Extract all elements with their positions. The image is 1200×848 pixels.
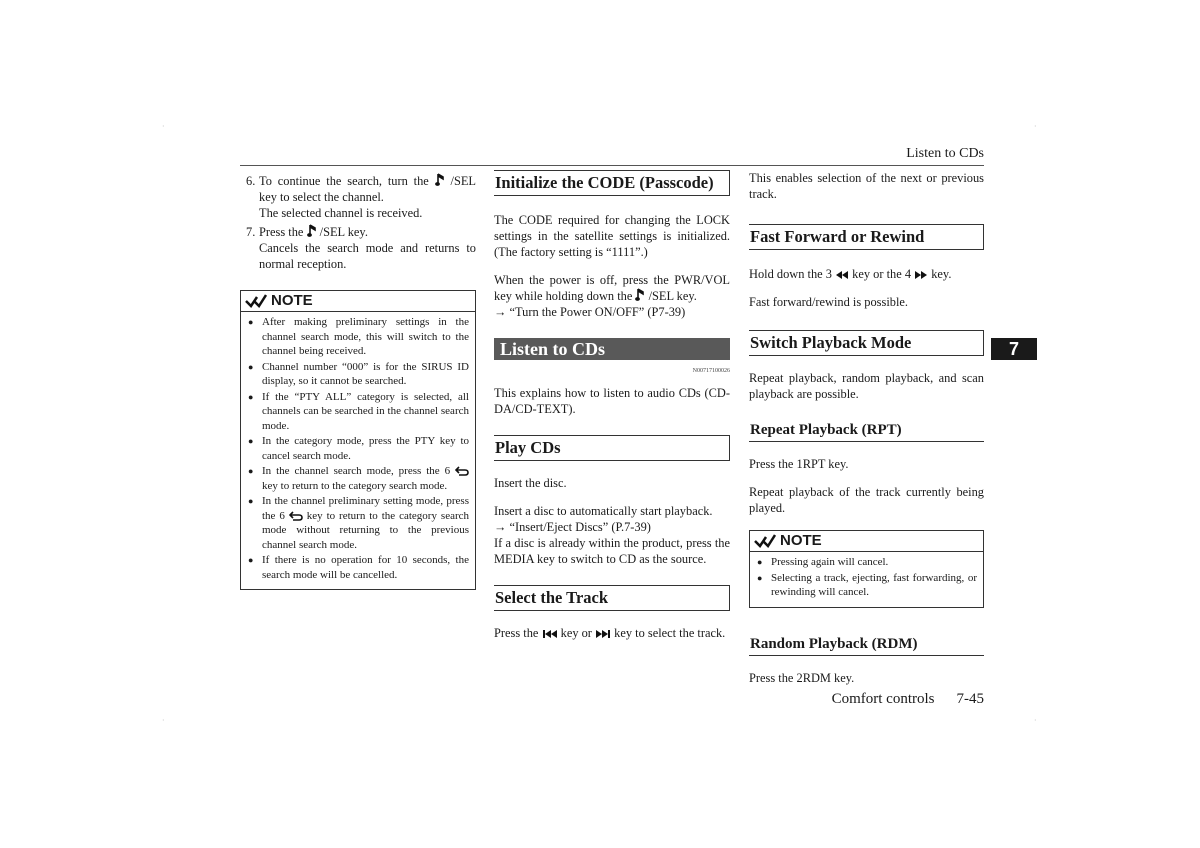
mode-heading: Switch Playback Mode [749,330,984,356]
crop-mark: · [1034,122,1037,131]
code-text: /SEL key. [648,289,697,303]
crop-mark: · [1034,716,1037,725]
checkmark-icon [245,294,267,308]
step-6 [240,173,476,221]
ff-paragraph [749,266,984,282]
skip-next-icon [595,629,611,639]
note-label: NOTE [271,292,313,309]
rewind-icon [835,270,849,280]
ff-text: Hold down the 3 [749,267,832,281]
note-text: key to return to the category search mode. [262,479,448,492]
ff-text: key. [931,267,952,281]
play-heading: Play CDs [494,435,730,461]
note-header [750,531,983,552]
note-list [750,552,983,600]
note-item: ● If the “PTY ALL” category is selected, all channels can be searched in the channel search mode. [247,390,469,434]
music-note-icon [307,224,317,238]
select-heading: Select the Track [494,585,730,611]
cross-reference: → “Turn the Power ON/OFF” (P7-39) [494,305,686,319]
header-rule [240,165,984,166]
code-paragraph [494,272,730,304]
step-result: The selected channel is received. [259,206,423,220]
return-arrow-icon [455,466,469,476]
page-footer [820,691,984,708]
note-box [240,290,476,590]
step-text: To continue the search, turn the [259,174,429,188]
ff-paragraph: Fast forward/rewind is possible. [749,295,908,309]
note-header [241,291,475,312]
section-intro: This explains how to listen to audio CDs (CD-DA/CD-TEXT). [494,386,730,416]
track-intro: This enables selection of the next or previous track. [749,171,984,201]
page-number: 7-45 [956,691,984,707]
note-item: ● Pressing again will cancel. [756,555,977,570]
select-text: key to select the track. [614,626,726,640]
cross-reference: → “Insert/Eject Discs” (P.7-39) [494,520,651,534]
running-head: Listen to CDs [906,146,984,161]
code-paragraph: The CODE required for changing the LOCK settings in the satellite settings is initialized. (The factory setting is “1111”.) [494,213,730,259]
step-7 [240,224,476,272]
note-item: ● After making preliminary settings in the channel search mode, this will switch to the channel being received. [247,315,469,359]
step-text: /SEL key to select the channel. [259,174,476,204]
code-heading: Initialize the CODE (Passcode) [494,170,730,196]
rpt-paragraph: Repeat playback of the track currently being played. [749,485,984,515]
note-text: key to return to the category search mode without returning to the previous channel search mode. [262,509,469,551]
step-list [240,173,476,272]
note-item: ● If there is no operation for 10 seconds, the search mode will be cancelled. [247,553,469,582]
note-text: In the channel preliminary setting mode, press the 6 [262,495,469,522]
column-middle [494,170,730,641]
note-item [247,494,469,552]
select-text: key or [560,626,592,640]
rdm-heading: Random Playback (RDM) [749,636,984,656]
note-item: ● Channel number “000” is for the SIRUS ID display, so it cannot be searched. [247,360,469,389]
play-paragraph: If a disc is already within the product, press the MEDIA key to switch to CD as the source. [494,536,730,566]
return-arrow-icon [289,511,303,521]
mode-paragraph: Repeat playback, random playback, and scan playback are possible. [749,371,984,401]
music-note-icon [635,288,645,302]
note-box [749,530,984,608]
column-left [240,173,476,590]
note-item: ● In the category mode, press the PTY key to cancel search mode. [247,434,469,463]
note-item: ● Selecting a track, ejecting, fast forwarding, or rewinding will cancel. [756,571,977,600]
footer-section: Comfort controls [831,691,935,707]
checkmark-icon [754,534,776,548]
note-label: NOTE [780,532,822,549]
crop-mark: · [162,122,165,131]
code-text: When the power is off, press the PWR/VOL key while holding down the [494,273,730,303]
play-paragraph: Insert the disc. [494,476,567,490]
column-right [749,170,984,686]
select-text: Press the [494,626,539,640]
play-paragraph: Insert a disc to automatically start playback. [494,504,713,518]
chapter-tab: 7 [991,338,1037,360]
step-result: Cancels the search mode and returns to normal reception. [259,241,476,271]
note-item [247,464,469,493]
step-number: 6. [246,174,256,188]
rdm-paragraph: Press the 2RDM key. [749,670,855,685]
skip-previous-icon [542,629,558,639]
fast-forward-icon [914,270,928,280]
section-title: Listen to CDs [494,338,730,360]
select-paragraph [494,625,730,641]
note-text: In the channel search mode, press the 6 [262,465,451,477]
section-code: N00717100026 [692,368,730,374]
step-number: 7. [246,225,256,239]
step-text: /SEL key. [319,225,368,239]
music-note-icon [435,173,445,187]
rpt-paragraph: Press the 1RPT key. [749,457,849,471]
crop-mark: · [162,716,165,725]
note-list [241,312,475,582]
ff-text: key or the 4 [852,267,912,281]
ff-heading: Fast Forward or Rewind [749,224,984,250]
step-text: Press the [259,225,304,239]
rpt-heading: Repeat Playback (RPT) [749,422,984,442]
